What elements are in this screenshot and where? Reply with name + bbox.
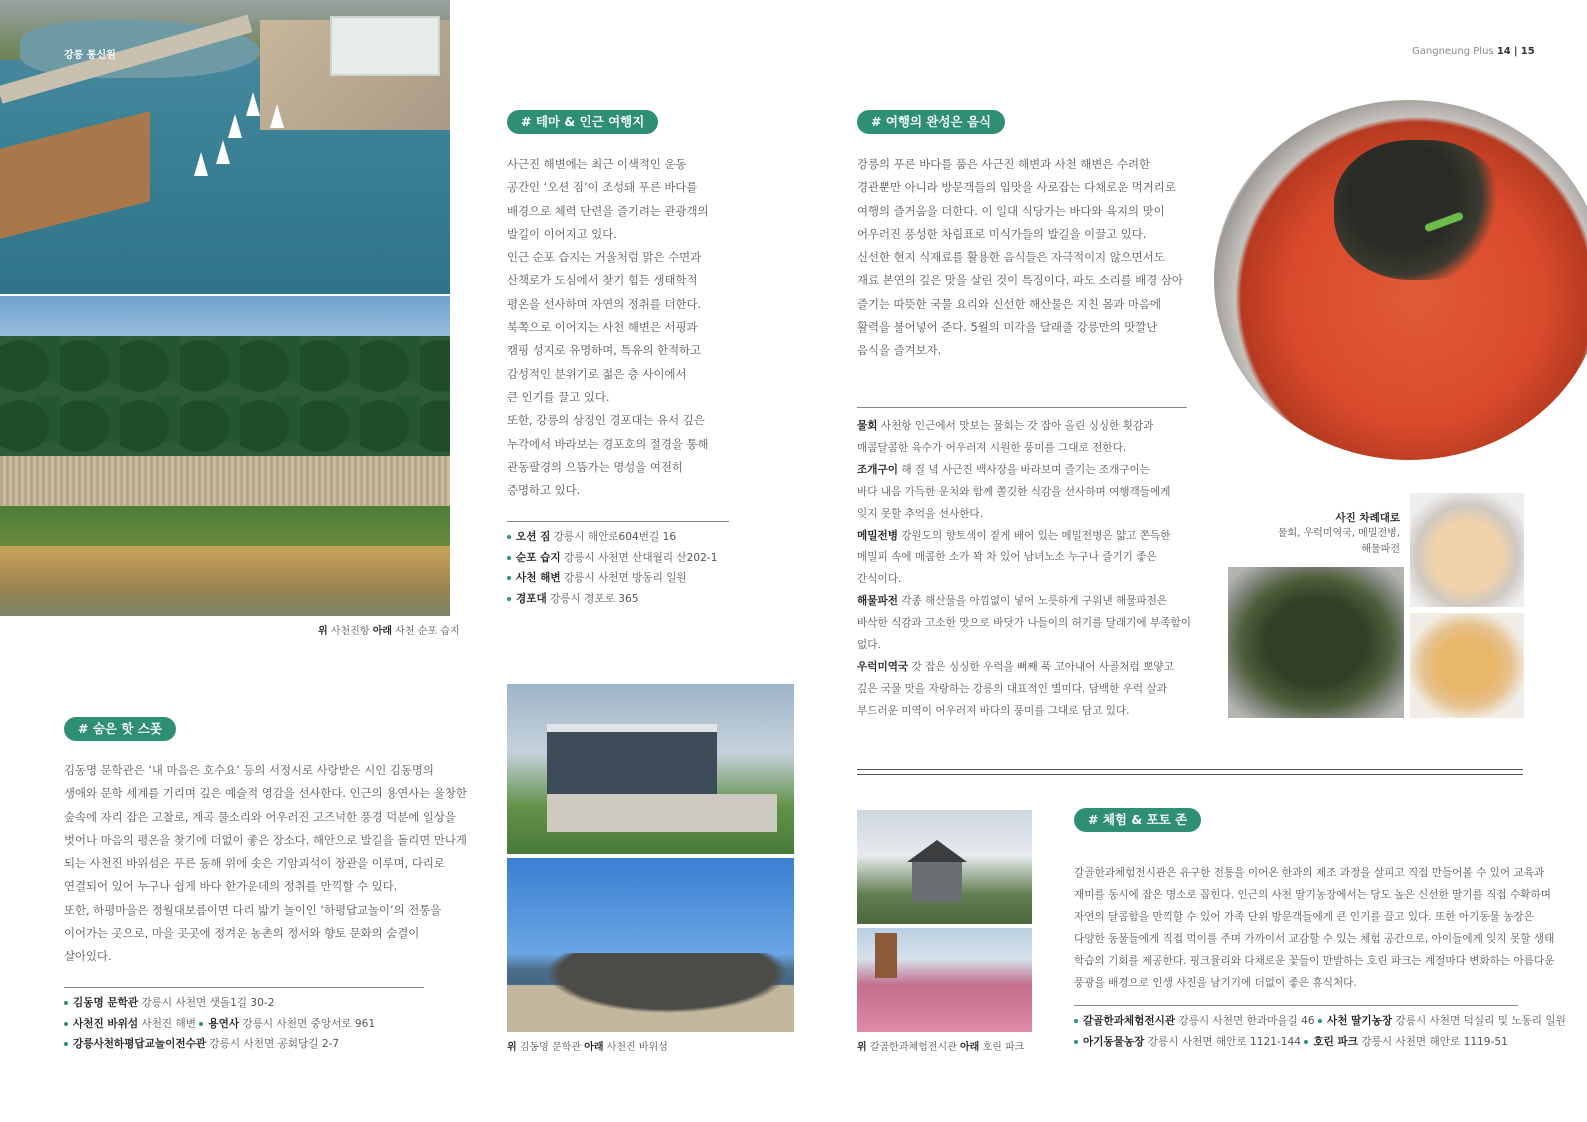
food-intro-line: 즐기는 따뜻한 국물 요리와 신선한 해산물은 지친 몸과 마음에	[857, 296, 1162, 311]
food-intro-text	[857, 153, 1183, 363]
theme-tour-tag: # 테마 & 인근 여행지	[507, 110, 658, 134]
theme-tour-line: 북쪽으로 이어지는 사천 해변은 서핑과	[507, 320, 698, 335]
hidden-spot-divider	[64, 987, 424, 988]
dish-line	[857, 613, 1191, 635]
dish-text: 각종 해산물을 아낌없이 넣어 노릇하게 구워낸 해물파전은	[901, 595, 1168, 608]
food-dish-list	[857, 416, 1191, 723]
dish-text: 바삭한 식감과 고소한 맛으로 바닷가 나들이의 허기를 달래기에 부족함이	[857, 617, 1191, 630]
food-intro-line: 재료 본연의 깊은 맛을 살린 것이 특징이다. 파도 소리를 배경 삼아	[857, 273, 1183, 288]
food-photo-caption: 사진 차례대로 물회, 우럭미역국, 메밀전병, 해물파전	[1277, 512, 1400, 555]
dish-line	[857, 416, 1191, 438]
section-divider-top	[857, 769, 1523, 770]
theme-tour-line: 인근 순포 습지는 거울처럼 맑은 수면과	[507, 250, 702, 265]
dish-text: 잊지 못할 추억을 선사한다.	[857, 507, 984, 520]
theme-tour-text	[507, 153, 709, 502]
place-name: 강릉사천하평답교놀이전수관	[73, 1038, 207, 1051]
place-address: 강릉시 사천면 공회당길 2-7	[209, 1038, 340, 1051]
hidden-spot-line: 살아있다.	[64, 949, 112, 964]
dish-line	[857, 460, 1191, 482]
place-name: 사천 딸기농장	[1327, 1015, 1393, 1027]
experience-text	[1074, 862, 1554, 994]
food-intro-line: 활력을 불어넣어 준다. 5월의 미각을 달래줄 강릉만의 맛깔난	[857, 320, 1158, 335]
harbor-aerial-photo	[0, 0, 450, 294]
dish-name: 메밀전병	[857, 529, 898, 542]
place-address: 강릉시 사천면 한과마을길 46	[1178, 1015, 1315, 1027]
place-row	[1074, 1032, 1566, 1053]
rock-island-photo	[507, 858, 794, 1032]
dish-text: 매콤달콤한 육수가 어우러져 시원한 풍미를 그대로 전한다.	[857, 441, 1127, 454]
dish-line	[857, 526, 1191, 548]
food-intro-line: 어우러진 풍성한 차림표로 미식가들의 발길을 이끌고 있다.	[857, 226, 1147, 241]
place-row	[64, 993, 375, 1014]
place-name: 사천 해변	[516, 572, 561, 585]
experience-photo-caption: 위 갈골한과체험전시관 아래 호린 파크	[857, 1042, 1025, 1053]
theme-tour-line: 평온을 선사하며 자연의 정취를 더한다.	[507, 296, 702, 311]
theme-tour-line: 증명하고 있다.	[507, 483, 581, 498]
place-name: 경포대	[516, 592, 547, 605]
dish-line	[857, 657, 1191, 679]
haemul-pajeon-photo	[1410, 613, 1524, 718]
ureok-miyeokguk-photo	[1228, 567, 1404, 718]
theme-tour-divider	[507, 521, 729, 522]
dish-text: 부드러운 미역이 어우러져 바다의 풍미를 그대로 담고 있다.	[857, 704, 1130, 717]
dish-name: 조개구이	[857, 463, 898, 476]
theme-tour-line: 관동팔경의 으뜸가는 명성을 여전히	[507, 459, 683, 474]
dish-text: 강원도의 향토색이 짙게 배어 있는 메밀전병은 얇고 쫀득한	[901, 529, 1171, 542]
bullet-icon	[507, 597, 511, 601]
place-row	[1074, 1011, 1566, 1032]
theme-tour-line: 큰 인기를 끌고 있다.	[507, 389, 610, 404]
theme-tour-line: 배경으로 체력 단련을 즐기려는 관광객의	[507, 203, 709, 218]
bullet-icon	[199, 1022, 203, 1026]
food-intro-line: 강릉의 푸른 바다를 품은 사근진 해변과 사천 해변은 수려한	[857, 157, 1151, 171]
dish-line	[857, 591, 1191, 613]
hidden-spot-line: 벗어나 마음의 평온을 찾기에 더없이 좋은 장소다. 해안으로 발길을 돌리면 만나게	[64, 832, 467, 847]
place-address: 강릉시 경포로 365	[550, 592, 639, 605]
bullet-icon	[64, 1022, 68, 1026]
hidden-spot-line: 김동명 문학관은 ‘내 마음은 호수요’ 등의 서정시로 사랑받은 시인 김동명의	[64, 763, 434, 777]
theme-tour-line: 감성적인 분위기로 젊은 층 사이에서	[507, 366, 687, 381]
horin-park-photo	[857, 928, 1032, 1032]
dish-line	[857, 547, 1191, 569]
bullet-icon	[64, 1042, 68, 1046]
food-divider	[857, 407, 1187, 408]
bullet-icon	[1318, 1019, 1322, 1023]
theme-tour-line: 사근진 해변에는 최근 이색적인 운동	[507, 157, 687, 171]
bullet-icon	[1074, 1019, 1078, 1023]
experience-line: 재미를 동시에 잡은 명소로 꼽힌다. 인근의 사천 딸기농장에서는 당도 높은 신선한 딸기를 직접 수확하며	[1074, 889, 1551, 901]
place-item	[507, 548, 717, 569]
experience-divider	[1074, 1005, 1518, 1006]
hangwa-museum-photo	[857, 810, 1032, 924]
place-name: 갈골한과체험전시관	[1083, 1015, 1176, 1027]
place-item	[507, 589, 717, 610]
place-item	[507, 527, 717, 548]
place-address: 강릉시 사천면 샛돌1길 30-2	[141, 997, 275, 1009]
section-label: 강릉 통신원	[64, 50, 116, 61]
experience-places	[1074, 1011, 1566, 1052]
place-address: 강릉시 사천면 중앙서로 961	[242, 1017, 376, 1030]
dish-text: 없다.	[857, 639, 881, 652]
theme-tour-line: 캠핑 성지로 유명하며, 특유의 한적하고	[507, 343, 702, 358]
experience-line: 다양한 동물들에게 직접 먹이를 주며 가까이서 교감할 수 있는 체험 공간으로, 아이들에게 잊지 못할 생태	[1074, 933, 1555, 945]
place-address: 강릉시 해안로604번길 16	[553, 531, 677, 543]
dish-text: 바다 내음 가득한 운치와 함께 쫄깃한 식감을 선사하며 여행객들에게	[857, 485, 1171, 498]
hidden-spot-places	[64, 993, 375, 1055]
dish-name: 해물파전	[857, 595, 898, 608]
memil-jeonbyeong-photo	[1410, 493, 1524, 607]
hidden-spot-line: 또한, 하평마을은 정월대보름이면 다리 밟기 놀이인 ‘하평답교놀이’의 전통을	[64, 902, 442, 917]
bullet-icon	[507, 535, 511, 539]
dish-line	[857, 438, 1191, 460]
hidden-spot-line: 숲속에 자리 잡은 고찰로, 계곡 물소리와 어우러진 고즈넉한 풍경 덕분에 일상을	[64, 809, 456, 824]
place-address: 강릉시 사천면 방동리 일원	[564, 572, 687, 585]
place-name: 순포 습지	[516, 551, 561, 564]
mulhoe-photo	[1214, 100, 1587, 460]
food-intro-line: 음식을 즐겨보자.	[857, 343, 942, 358]
food-intro-line: 신선한 현지 식재료를 활용한 음식들은 자극적이지 않으면서도	[857, 250, 1165, 265]
food-intro-line: 경관뿐만 아니라 방문객들의 입맛을 사로잡는 다채로운 먹거리로	[857, 180, 1176, 195]
bullet-icon	[1304, 1040, 1308, 1044]
place-address: 강릉시 사천면 해안로 1121-144	[1147, 1035, 1301, 1048]
theme-tour-line: 또한, 강릉의 상징인 경포대는 유서 깊은	[507, 413, 705, 428]
place-name: 사천진 바위섬	[73, 1017, 139, 1030]
dish-line	[857, 679, 1191, 701]
experience-line: 자연의 달콤함을 만끽할 수 있어 가족 단위 방문객들에게 큰 인기를 끌고 있다. 또한 아기동물 농장은	[1074, 911, 1534, 923]
theme-tour-line: 산책로가 도심에서 찾기 힘든 생태학적	[507, 273, 698, 288]
dish-text: 간식이다.	[857, 573, 902, 586]
dish-text: 메밀피 속에 매콤한 소가 꽉 차 있어 남녀노소 누구나 즐기기 좋은	[857, 551, 1157, 564]
bullet-icon	[64, 1001, 68, 1005]
place-address: 강릉시 사천면 산대월리 산202-1	[564, 551, 718, 564]
place-address: 강릉시 사천면 해안로 1119-51	[1361, 1035, 1508, 1048]
dish-line	[857, 569, 1191, 591]
bullet-icon	[507, 576, 511, 580]
dish-line	[857, 504, 1191, 526]
place-item	[507, 568, 717, 589]
section-divider-bottom	[857, 774, 1523, 775]
dish-name: 우럭미역국	[857, 660, 909, 673]
dish-line	[857, 635, 1191, 657]
theme-tour-line: 발길이 이어지고 있다.	[507, 226, 617, 241]
food-intro-line: 여행의 즐거움을 더한다. 이 일대 식당가는 바다와 육지의 맛이	[857, 203, 1165, 218]
literature-hall-photo	[507, 684, 794, 854]
hidden-spot-line: 이어가는 곳으로, 마을 곳곳에 정겨운 농촌의 정서와 향토 문화의 숨결이	[64, 926, 420, 941]
bullet-icon	[507, 556, 511, 560]
experience-tag: # 체험 & 포토 존	[1074, 808, 1201, 832]
theme-tour-places	[507, 527, 717, 609]
experience-line: 학습의 기회를 제공한다. 핑크뮬리와 다채로운 꽃들이 만발하는 호린 파크는 계절마다 변화하는 아름다운	[1074, 955, 1555, 967]
dish-text: 깊은 국물 맛을 자랑하는 강릉의 대표적인 별미다. 담백한 우럭 살과	[857, 682, 1167, 695]
page-folio: Gangneung Plus 14 | 15	[1412, 46, 1535, 57]
bullet-icon	[1074, 1040, 1078, 1044]
place-name: 용연사	[208, 1017, 240, 1030]
place-address: 사천진 해변	[141, 1017, 197, 1030]
dish-line	[857, 701, 1191, 723]
place-row	[64, 1034, 375, 1055]
hidden-spot-line: 되는 사천진 바위섬은 푸른 동해 위에 솟은 기암괴석이 장관을 이루며, 다리로	[64, 856, 445, 871]
left-photo-caption: 위 사천진항 아래 사천 순포 습지	[318, 626, 460, 637]
hidden-spot-photo-caption: 위 김동명 문학관 아래 사천진 바위섬	[507, 1042, 668, 1053]
theme-tour-line: 누각에서 바라보는 경포호의 절경을 통해	[507, 436, 709, 451]
experience-line: 갈골한과체험전시관은 유구한 전통을 이어온 한과의 제조 과정을 살피고 직접 만들어볼 수 있어 교육과	[1074, 867, 1545, 879]
wetland-photo	[0, 296, 450, 616]
place-address: 강릉시 사천면 덕실리 및 노동리 일원	[1395, 1015, 1566, 1027]
hidden-spot-tag: # 숨은 핫 스폿	[64, 717, 176, 741]
dish-text: 갓 잡은 싱싱한 우럭을 뼈째 푹 고아내어 사골처럼 뽀얗고	[911, 660, 1174, 673]
hidden-spot-line: 연결되어 있어 누구나 쉽게 바다 한가운데의 정취를 만끽할 수 있다.	[64, 879, 398, 894]
dish-text: 해 질 녘 사근진 백사장을 바라보며 즐기는 조개구이는	[901, 463, 1151, 476]
hidden-spot-text	[64, 759, 467, 969]
place-name: 아기동물농장	[1083, 1035, 1145, 1048]
theme-tour-line: 공간인 ‘오션 짐’이 조성돼 푸른 바다를	[507, 180, 698, 195]
place-name: 오션 짐	[516, 531, 551, 543]
place-row	[64, 1014, 375, 1035]
hidden-spot-line: 생애와 문학 세계를 기리며 깊은 예술적 영감을 선사한다. 인근의 용연사는 울창한	[64, 786, 467, 801]
food-tag: # 여행의 완성은 음식	[857, 110, 1005, 134]
place-name: 호린 파크	[1313, 1035, 1358, 1048]
experience-line: 풍광을 배경으로 인생 사진을 남기기에 더없이 좋은 휴식처다.	[1074, 977, 1357, 989]
place-name: 김동명 문학관	[73, 997, 139, 1009]
dish-name: 물회	[857, 420, 878, 432]
dish-text: 사천항 인근에서 맛보는 물회는 갓 잡아 올린 싱싱한 횟감과	[880, 420, 1154, 432]
dish-line	[857, 482, 1191, 504]
